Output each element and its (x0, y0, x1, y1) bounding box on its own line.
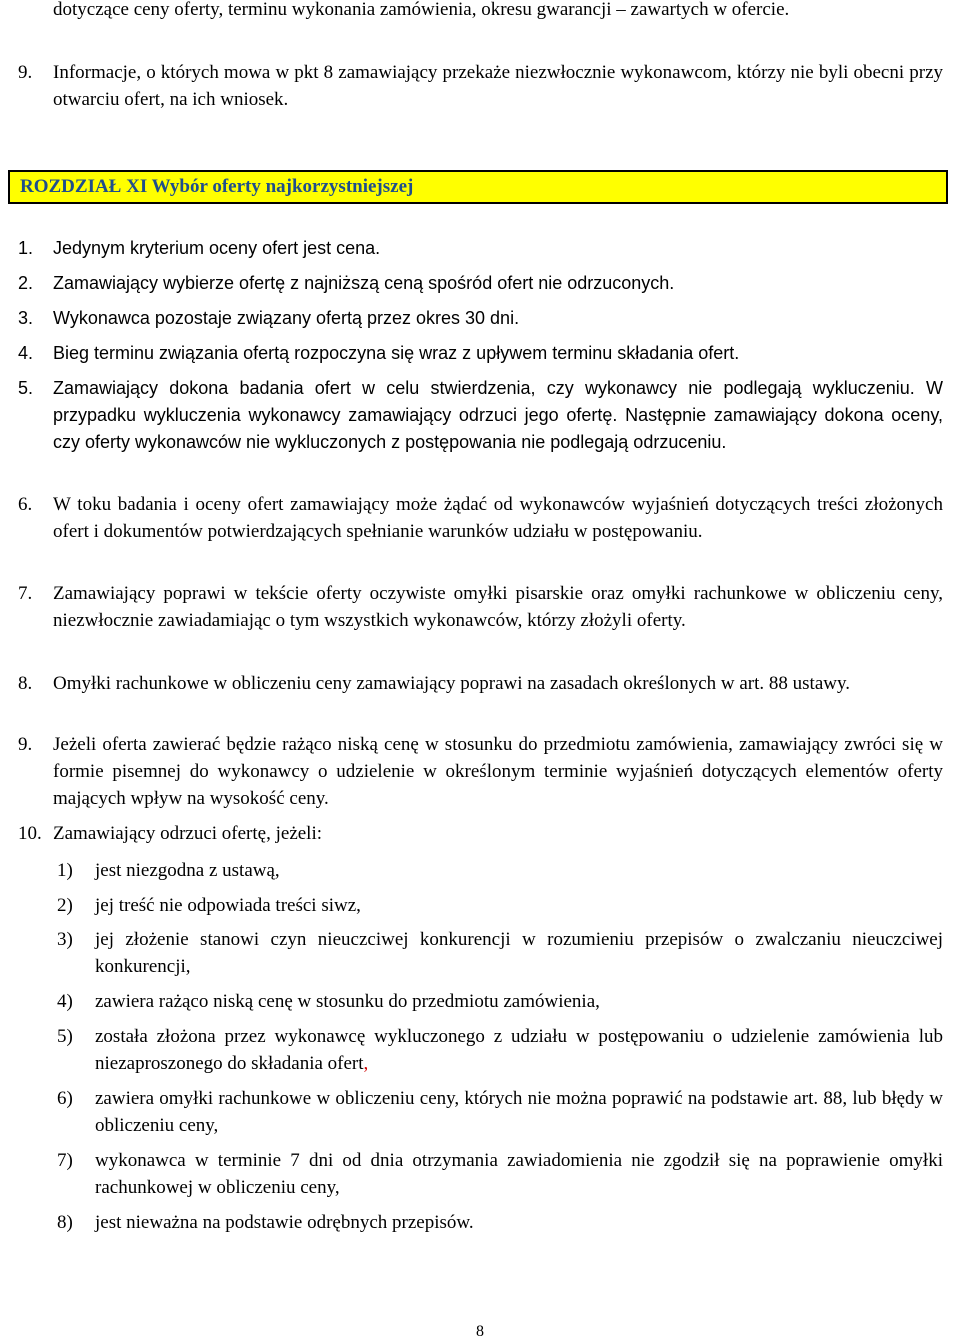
list-text: jest nieważna na podstawie odrębnych przepisów. (95, 1212, 474, 1233)
list-text: W toku badania i oceny ofert zamawiający może żądać od wykonawców wyjaśnień dotyczących treści złożonych ofert i dokumentów potwierdzających spełnianie warunków udziału w postępowaniu. (53, 494, 943, 542)
subitem-4 (57, 988, 943, 1015)
list-number: 7) (57, 1150, 73, 1171)
list-text: Zamawiający odrzuci ofertę, jeżeli: (53, 823, 323, 844)
list-text: Omyłki rachunkowe w obliczeniu ceny zamawiający poprawi na zasadach określonych w art. 88 ustawy. (53, 673, 851, 694)
list-text: jest niezgodna z ustawą, (95, 860, 280, 881)
intro-continuation: dotyczące ceny oferty, terminu wykonania zamówienia, okresu gwarancji – zawartych w ofercie. (53, 0, 790, 20)
rule-8 (18, 670, 943, 697)
subitem-5-text: została złożona przez wykonawcę wykluczonego z udziału w postępowaniu o udzielenie zamówienia lub niezaproszonego do składania ofert (95, 1026, 943, 1074)
subitem-3 (57, 926, 943, 980)
red-comma: , (363, 1053, 369, 1074)
list-number: 7. (18, 583, 33, 604)
rule-3 (18, 305, 943, 332)
subitem-7 (57, 1147, 943, 1201)
rule-2 (18, 270, 943, 297)
page-number: 8 (476, 1323, 484, 1340)
rule-6 (18, 491, 943, 545)
list-number: 3) (57, 929, 73, 950)
list-number: 5. (18, 378, 34, 398)
list-text: Zamawiający dokona badania ofert w celu stwierdzenia, czy wykonawcy nie podlegają wykluczeniu. W przypadku wykluczenia wykonawcy zamawiający odrzuci jego ofertę. Następnie zamawiający dokona oceny, czy oferty wykonawców nie wykluczonych z postępowania nie podlegają odrzuceniu. (53, 378, 943, 452)
list-number: 10. (18, 823, 42, 844)
rule-4 (18, 340, 943, 367)
list-number: 9. (18, 734, 33, 755)
subitem-2 (57, 892, 943, 919)
list-number: 3. (18, 308, 34, 328)
rule-10 (18, 820, 943, 847)
subitem-5 (57, 1023, 943, 1077)
list-number: 4. (18, 343, 34, 363)
list-text: zawiera rażąco niską cenę w stosunku do przedmiotu zamówienia, (95, 991, 600, 1012)
list-text: Zamawiający wybierze ofertę z najniższą ceną spośród ofert nie odrzuconych. (53, 273, 675, 293)
list-number: 4) (57, 991, 73, 1012)
rule-1 (18, 235, 943, 262)
intro-item-9 (18, 59, 943, 113)
list-text: Jeżeli oferta zawierać będzie rażąco niską cenę w stosunku do przedmiotu zamówienia, zamawiający zwróci się w formie pisemnej do wykonawcy o udzielenie w określonym terminie wyjaśnień dotyczących elementów oferty mających wpływ na wysokość ceny. (53, 734, 943, 809)
subitem-8 (57, 1209, 943, 1236)
list-text: Wykonawca pozostaje związany ofertą przez okres 30 dni. (53, 308, 520, 328)
rule-7 (18, 580, 943, 634)
subitem-1 (57, 857, 943, 884)
list-text: jej złożenie stanowi czyn nieuczciwej konkurencji w rozumieniu przepisów o zwalczaniu nieuczciwej konkurencji, (95, 929, 943, 977)
list-number: 1. (18, 238, 34, 258)
list-number: 8) (57, 1212, 73, 1233)
list-number: 2) (57, 895, 73, 916)
list-number: 1) (57, 860, 73, 881)
list-text: Informacje, o których mowa w pkt 8 zamawiający przekaże niezwłocznie wykonawcom, którzy nie byli obecni przy otwarciu ofert, na ich wniosek. (53, 62, 943, 110)
list-text: wykonawca w terminie 7 dni od dnia otrzymania zawiadomienia nie zgodził się na poprawienie omyłki rachunkowej w obliczeniu ceny, (95, 1150, 943, 1198)
rule-5 (18, 375, 943, 456)
list-text: Jedynym kryterium oceny ofert jest cena. (53, 238, 381, 258)
list-text (95, 1023, 943, 1077)
list-text: zawiera omyłki rachunkowe w obliczeniu ceny, których nie można poprawić na podstawie art. 88, lub błędy w obliczeniu ceny, (95, 1088, 943, 1136)
rule-9 (18, 731, 943, 812)
list-number: 6. (18, 494, 33, 515)
list-text: Zamawiający poprawi w tekście oferty oczywiste omyłki pisarskie oraz omyłki rachunkowe w obliczeniu ceny, niezwłocznie zawiadamiając o tym wszystkich wykonawców, którzy złożyli oferty. (53, 583, 943, 631)
list-number: 2. (18, 273, 34, 293)
list-number: 5) (57, 1026, 73, 1047)
list-text: Bieg terminu związania ofertą rozpoczyna się wraz z upływem terminu składania ofert. (53, 343, 740, 363)
list-number: 9. (18, 62, 33, 83)
chapter-heading: ROZDZIAŁ XI Wybór oferty najkorzystniejszej (8, 170, 948, 204)
list-number: 8. (18, 673, 33, 694)
subitem-6 (57, 1085, 943, 1139)
list-number: 6) (57, 1088, 73, 1109)
list-text: jej treść nie odpowiada treści siwz, (95, 895, 361, 916)
